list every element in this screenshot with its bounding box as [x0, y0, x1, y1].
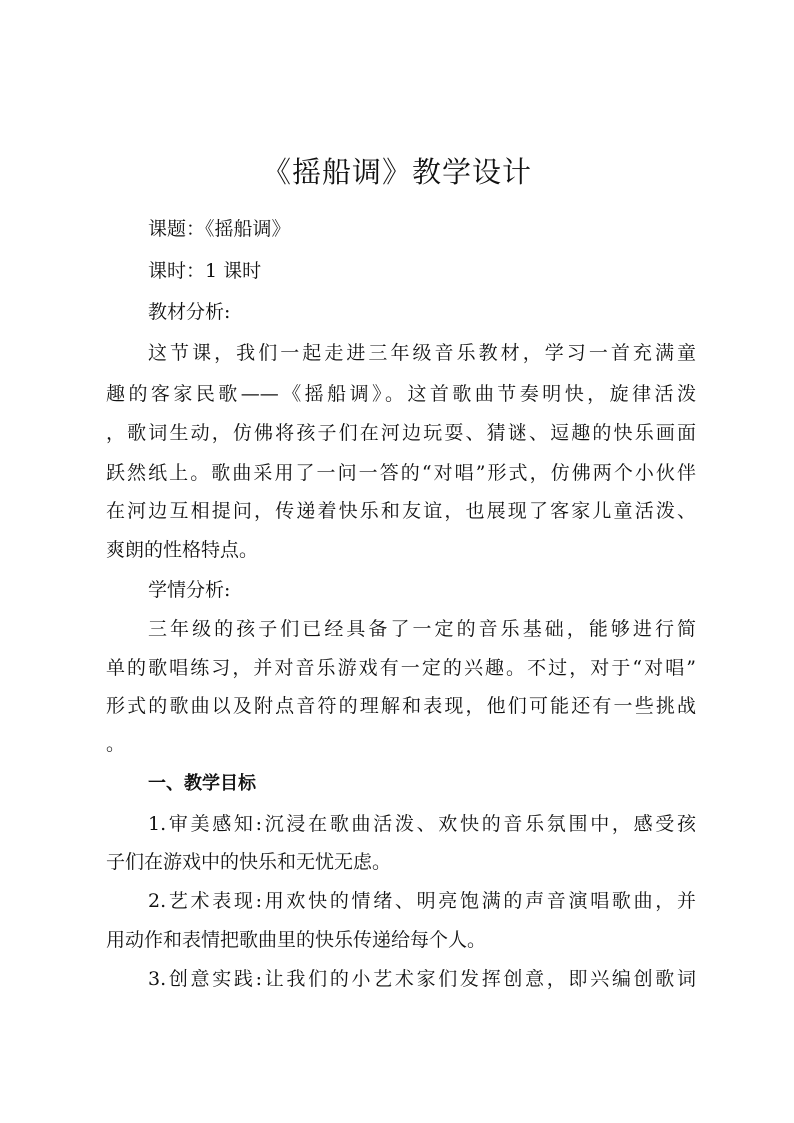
learner-analysis-label: 学情分析:	[148, 579, 231, 601]
material-paragraph-line: 爽朗的性格特点。	[106, 539, 259, 561]
material-analysis-label: 教材分析:	[148, 301, 231, 323]
material-paragraph-line: 趣的客家民歌——《摇船调》。这首歌曲节奏明快，旋律活泼	[106, 383, 696, 405]
section-heading-teaching-goals: 一、教学目标	[148, 773, 256, 794]
learner-paragraph-line: 三年级的孩子们已经具备了一定的音乐基础，能够进行简	[148, 618, 696, 640]
material-paragraph-line: 跃然纸上。歌曲采用了一问一答的“对唱”形式，仿佛两个小伙伴	[106, 462, 696, 484]
material-paragraph-line: 在河边互相提问，传递着快乐和友谊，也展现了客家儿童活泼、	[106, 500, 696, 522]
learner-paragraph-line: 形式的歌曲以及附点音符的理解和表现，他们可能还有一些挑战	[106, 695, 696, 717]
period-line: 课时：1 课时	[148, 260, 262, 282]
learner-paragraph-line: 。	[106, 733, 126, 755]
goal-item-line: 2.艺术表现:用欢快的情绪、明亮饱满的声音演唱歌曲，并	[148, 890, 696, 912]
document-title: 《摇船调》教学设计	[261, 155, 532, 189]
goal-item-line: 子们在游戏中的快乐和无忧无虑。	[106, 851, 392, 873]
learner-paragraph-line: 单的歌唱练习，并对音乐游戏有一定的兴趣。不过，对于“对唱”	[106, 657, 696, 679]
topic-line: 课题：《摇船调》	[148, 218, 291, 240]
material-paragraph-line: 这节课，我们一起走进三年级音乐教材，学习一首充满童	[148, 342, 696, 364]
goal-item-line: 3.创意实践:让我们的小艺术家们发挥创意，即兴编创歌词	[148, 968, 696, 990]
goal-item-line: 用动作和表情把歌曲里的快乐传递给每个人。	[106, 929, 487, 951]
goal-item-line: 1.审美感知:沉浸在歌曲活泼、欢快的音乐氛围中，感受孩	[148, 813, 696, 835]
material-paragraph-line: ，歌词生动，仿佛将孩子们在河边玩耍、猜谜、逗趣的快乐画面	[106, 422, 696, 444]
